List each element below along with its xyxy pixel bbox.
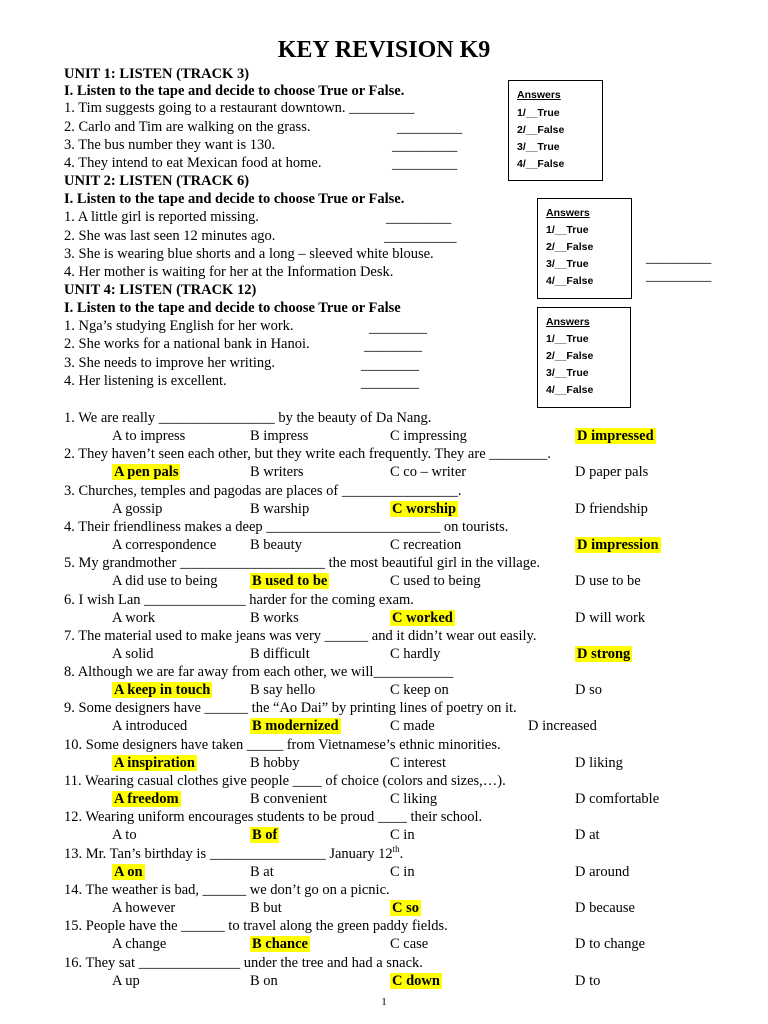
answer-blank: _________ [392, 138, 458, 154]
correct-option: D strong [577, 646, 631, 662]
option: B but [250, 900, 282, 916]
option: A however [112, 900, 176, 916]
option: C case [390, 936, 429, 952]
question-stem: 5. My grandmother ____________________ the most beautiful girl in the village. [64, 555, 541, 571]
option: A change [112, 936, 167, 952]
option: B impress [250, 428, 309, 444]
option: B say hello [250, 682, 316, 698]
option: D paper pals [575, 464, 649, 480]
answer-box-header: Answers [517, 89, 561, 101]
option: B beauty [250, 537, 302, 553]
unit-item: 4. Her mother is waiting for her at the Information Desk. [64, 264, 394, 280]
unit-heading: UNIT 2: LISTEN (TRACK 6) [64, 173, 250, 189]
option: A correspondence [112, 537, 217, 553]
option: D increased [528, 718, 597, 734]
question-stem: 3. Churches, temples and pagodas are places of ________________. [64, 483, 462, 499]
answer-box-item: 1/__True [546, 333, 589, 345]
correct-option: C so [392, 900, 419, 916]
option: D use to be [575, 573, 641, 589]
option: C impressing [390, 428, 467, 444]
option: D because [575, 900, 635, 916]
answer-blank: _________ [386, 210, 452, 226]
answer-box-item: 2/__False [546, 241, 594, 253]
page-title: KEY REVISION K9 [277, 37, 491, 63]
unit-instruction: I. Listen to the tape and decide to choose True or False. [64, 191, 405, 207]
question-stem: 2. They haven’t seen each other, but they write each frequently. They are ________. [64, 446, 551, 462]
option: C liking [390, 791, 438, 807]
answer-box [537, 198, 632, 299]
option: A up [112, 973, 140, 989]
option: D to change [575, 936, 646, 952]
unit-item: 1. Tim suggests going to a restaurant downtown. _________ [64, 100, 415, 116]
answer-box [508, 80, 603, 181]
option: C co – writer [390, 464, 467, 480]
question-stem: 7. The material used to make jeans was very ______ and it didn’t wear out easily. [64, 628, 537, 644]
unit-item: 2. She works for a national bank in Hanoi. [64, 336, 310, 352]
answer-box-item: 1/__True [517, 107, 560, 119]
correct-option: A pen pals [114, 464, 179, 480]
answer-box-item: 1/__True [546, 224, 589, 236]
question-stem: 4. Their friendliness makes a deep ________________________ on tourists. [64, 519, 509, 535]
correct-option: C worship [392, 501, 457, 517]
option: A did use to being [112, 573, 218, 589]
option: B warship [250, 501, 310, 517]
unit-item: 2. Carlo and Tim are walking on the grass. [64, 119, 311, 135]
correct-option: B used to be [252, 573, 328, 589]
answer-box-item: 3/__True [517, 141, 560, 153]
option: B writers [250, 464, 304, 480]
correct-option: C worked [392, 610, 453, 626]
answer-blank: ________ [361, 375, 419, 391]
unit-item: 3. She is wearing blue shorts and a long – sleeved white blouse. [64, 246, 434, 262]
question-stem: 12. Wearing uniform encourages students to be proud ____ their school. [64, 809, 483, 825]
correct-option: B modernized [252, 718, 339, 734]
question-stem: 13. Mr. Tan’s birthday is ________________ January 12th. [64, 844, 404, 862]
unit-item: 3. She needs to improve her writing. [64, 355, 276, 371]
option: C interest [390, 755, 446, 771]
answer-blank: ________ [369, 320, 427, 336]
option: D to [575, 973, 601, 989]
unit-item: 2. She was last seen 12 minutes ago. [64, 228, 276, 244]
unit-item: 3. The bus number they want is 130. [64, 137, 276, 153]
option: A introduced [112, 718, 188, 734]
unit-instruction: I. Listen to the tape and decide to choose True or False [64, 300, 401, 316]
option: A work [112, 610, 156, 626]
question-stem: 14. The weather is bad, ______ we don’t go on a picnic. [64, 882, 390, 898]
option: B on [250, 973, 278, 989]
answer-blank: ________ [361, 357, 419, 373]
question-stem: 1. We are really ________________ by the beauty of Da Nang. [64, 410, 432, 426]
correct-option: A inspiration [114, 755, 195, 771]
correct-option: A freedom [114, 791, 179, 807]
option: D comfortable [575, 791, 660, 807]
correct-option: A keep in touch [114, 682, 211, 698]
option: D will work [575, 610, 646, 626]
answer-box-item: 4/__False [517, 158, 565, 170]
option: A gossip [112, 501, 163, 517]
answer-box-item: 2/__False [517, 124, 565, 136]
correct-option: B chance [252, 936, 308, 952]
answer-blank: _________ [392, 156, 458, 172]
option: A to [112, 827, 137, 843]
option: C recreation [390, 537, 462, 553]
answer-box-item: 2/__False [546, 350, 594, 362]
answer-box-header: Answers [546, 207, 590, 219]
question-stem: 6. I wish Lan ______________ harder for the coming exam. [64, 592, 414, 608]
question-stem: 15. People have the ______ to travel along the green paddy fields. [64, 918, 448, 934]
question-stem: 8. Although we are far away from each other, we will___________ [64, 664, 454, 680]
option: C used to being [390, 573, 481, 589]
unit-instruction: I. Listen to the tape and decide to choose True or False. [64, 83, 405, 99]
answer-blank: _________ [397, 120, 463, 136]
correct-option: A on [114, 864, 143, 880]
option: D liking [575, 755, 623, 771]
option: A to impress [112, 428, 186, 444]
answer-blank: _________ [646, 268, 712, 284]
answer-box-item: 4/__False [546, 275, 594, 287]
option: B at [250, 864, 274, 880]
question-stem: 11. Wearing casual clothes give people ____ of choice (colors and sizes,…). [64, 773, 506, 789]
unit-item: 4. They intend to eat Mexican food at home. [64, 155, 322, 171]
question-stem: 16. They sat ______________ under the tree and had a snack. [64, 955, 423, 971]
question-stem: 10. Some designers have taken _____ from Vietnamese’s ethnic minorities. [64, 737, 501, 753]
unit-item: 1. Nga’s studying English for her work. [64, 318, 294, 334]
correct-option: D impressed [577, 428, 654, 444]
answer-box-item: 4/__False [546, 384, 594, 396]
answer-blank: ________ [364, 338, 422, 354]
option: D at [575, 827, 600, 843]
answer-box-item: 3/__True [546, 367, 589, 379]
unit-heading: UNIT 4: LISTEN (TRACK 12) [64, 282, 257, 298]
answer-blank: __________ [384, 229, 457, 245]
answer-blank: _________ [646, 250, 712, 266]
unit-heading: UNIT 1: LISTEN (TRACK 3) [64, 66, 250, 82]
page-number: 1 [381, 996, 387, 1008]
option: C made [390, 718, 435, 734]
answer-box [537, 307, 631, 408]
correct-option: B of [252, 827, 278, 843]
option: D so [575, 682, 602, 698]
option: C hardly [390, 646, 441, 662]
option: B convenient [250, 791, 327, 807]
unit-item: 1. A little girl is reported missing. [64, 209, 259, 225]
option: D friendship [575, 501, 648, 517]
option: B difficult [250, 646, 310, 662]
correct-option: D impression [577, 537, 659, 553]
option: A solid [112, 646, 154, 662]
option: C in [390, 864, 415, 880]
answer-box-header: Answers [546, 316, 590, 328]
option: B works [250, 610, 299, 626]
unit-item: 4. Her listening is excellent. [64, 373, 227, 389]
answer-box-item: 3/__True [546, 258, 589, 270]
question-stem: 9. Some designers have ______ the “Ao Dai” by printing lines of poetry on it. [64, 700, 517, 716]
option: D around [575, 864, 630, 880]
correct-option: C down [392, 973, 440, 989]
option: C in [390, 827, 415, 843]
option: B hobby [250, 755, 300, 771]
option: C keep on [390, 682, 449, 698]
